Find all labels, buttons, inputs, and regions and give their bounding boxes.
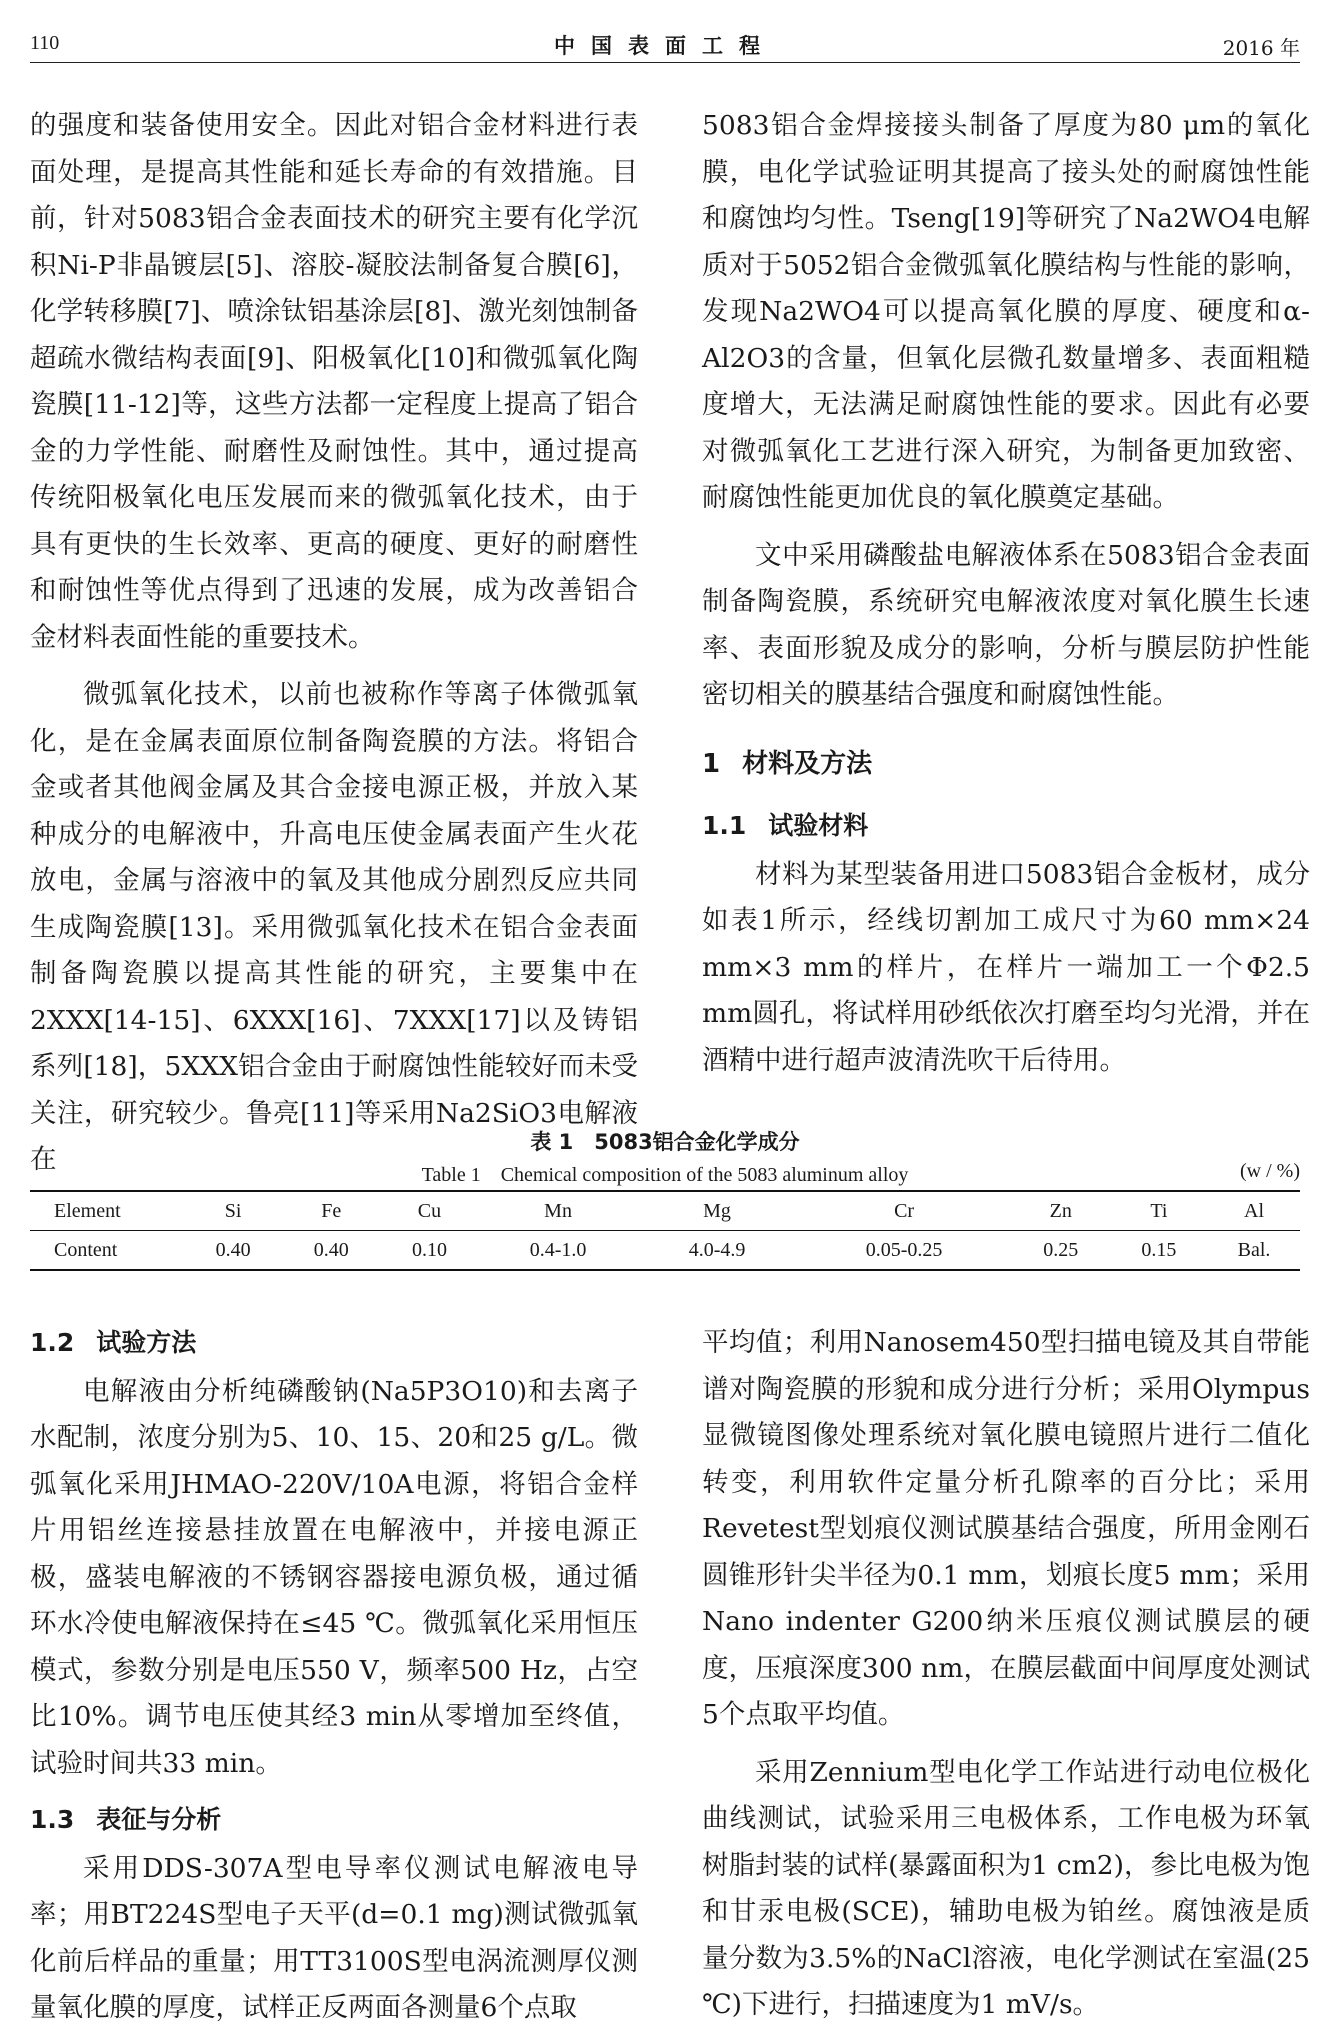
section-title: 材料及方法 [742, 748, 873, 779]
subsection-number: 1.1 [702, 811, 747, 840]
paragraph: 电解液由分析纯磷酸钠(Na5P3O10)和去离子水配制，浓度分别为5、10、15、20和25 g/L。微弧氧化采用JHMAO-220V/10A电源，将铝合金样片用铝丝连接悬挂放置在电解液中，并接电源正极，盛装电解液的不锈钢容器接电源负极，通过循环水冷使电解液保持在≤45 ℃。微弧氧化采用恒压模式，参数分别是电压550 V，频率500 Hz，占空比10%。调节电压使其经3 min从零增加至终值，试验时间共33 min。 [30, 1375, 638, 1779]
paragraph: 材料为某型装备用进口5083铝合金板材，成分如表1所示，经线切割加工成尺寸为60 mm×24 mm×3 mm的样片，在样片一端加工一个Φ2.5 mm圆孔，将试样用砂纸依次打磨至均匀光滑，并在酒精中进行超声波清洗吹干后待用。 [702, 858, 1310, 1076]
right-column-bottom [702, 1320, 1310, 2029]
journal-title: 中国表面工程 [554, 33, 776, 58]
page-number: 110 [30, 32, 60, 54]
subsection-heading [30, 1320, 638, 1367]
table-cell: 0.15 [1110, 1231, 1208, 1271]
left-column-top [30, 103, 638, 1184]
table-caption-cn: 表 1 5083铝合金化学成分 [530, 1130, 800, 1154]
subsection-title: 试验方法 [96, 1328, 197, 1357]
table-header-cell: Cu [380, 1191, 478, 1231]
paragraph: 文中采用磷酸盐电解液体系在5083铝合金表面制备陶瓷膜，系统研究电解液浓度对氧化膜生长速率、表面形貌及成分的影响，分析与膜层防护性能密切相关的膜基结合强度和耐腐蚀性能。 [702, 539, 1310, 710]
table-row [30, 1231, 1300, 1271]
table-header-cell: Si [184, 1191, 282, 1231]
table-unit: (w / %) [1240, 1160, 1300, 1182]
subsection-title: 表征与分析 [96, 1805, 222, 1834]
table-cell: 0.05-0.25 [797, 1231, 1012, 1271]
header-rule [30, 62, 1300, 63]
table-cell: 0.4-1.0 [479, 1231, 638, 1271]
paragraph: 平均值；利用Nanosem450型扫描电镜及其自带能谱对陶瓷膜的形貌和成分进行分析；采用Olympus显微镜图像处理系统对氧化膜电镜照片进行二值化转变，利用软件定量分析孔隙率的百分比；采用Revetest型划痕仪测试膜基结合强度，所用金刚石圆锥形针尖半径为0.1 mm，划痕长度5 mm；采用Nano indenter G200纳米压痕仪测试膜层的硬度，压痕深度300 nm，在膜层截面中间厚度处测试5个点取平均值。 [702, 1327, 1310, 1730]
table-header-cell: Cr [797, 1191, 1012, 1231]
table-cell: 4.0-4.9 [638, 1231, 797, 1271]
subsection-number: 1.3 [30, 1805, 75, 1834]
paragraph: 的强度和装备使用安全。因此对铝合金材料进行表面处理，是提高其性能和延长寿命的有效措施。目前，针对5083铝合金表面技术的研究主要有化学沉积Ni-P非晶镀层[5]、溶胶-凝胶法制备复合膜[6]，化学转移膜[7]、喷涂钛铝基涂层[8]、激光刻蚀制备超疏水微结构表面[9]、阳极氧化[10]和微弧氧化陶瓷膜[11-12]等，这些方法都一定程度上提高了铝合金的力学性能、耐磨性及耐蚀性。其中，通过提高传统阳极氧化电压发展而来的微弧氧化技术，由于具有更快的生长效率、更高的硬度、更好的耐磨性和耐蚀性等优点得到了迅速的发展，成为改善铝合金材料表面性能的重要技术。 [30, 110, 638, 653]
subsection-heading [702, 803, 1310, 850]
subsection-title: 试验材料 [768, 811, 869, 840]
table-header-cell: Element [30, 1191, 184, 1231]
subsection-heading [30, 1797, 638, 1844]
table-header-row [30, 1191, 1300, 1231]
table-cell: 0.40 [184, 1231, 282, 1271]
table-header-cell: Mg [638, 1191, 797, 1231]
table-header-cell: Al [1208, 1191, 1300, 1231]
paragraph: 采用Zennium型电化学工作站进行动电位极化曲线测试，试验采用三电极体系，工作电极为环氧树脂封装的试样(暴露面积为1 cm2)，参比电极为饱和甘汞电极(SCE)，辅助电极为铂丝。腐蚀液是质量分数为3.5%的NaCl溶液，电化学测试在室温(25 ℃)下进行，扫描速度为1 mV/s。 [702, 1756, 1310, 2020]
section-number: 1 [702, 748, 721, 779]
subsection-number: 1.2 [30, 1328, 75, 1357]
table-header-cell: Mn [479, 1191, 638, 1231]
running-header [30, 30, 1300, 70]
composition-table [30, 1190, 1300, 1271]
paragraph: 采用DDS-307A型电导率仪测试电解液电导率；用BT224S型电子天平(d=0.1 mg)测试微弧氧化前后样品的重量；用TT3100S型电涡流测厚仪测量氧化膜的厚度，试样正反两面各测量6个点取 [30, 1852, 638, 2023]
table-cell: Bal. [1208, 1231, 1300, 1271]
table-header-cell: Ti [1110, 1191, 1208, 1231]
table-header-cell: Fe [282, 1191, 380, 1231]
table-cell: 0.25 [1012, 1231, 1110, 1271]
table-cell: 0.40 [282, 1231, 380, 1271]
table-header-cell: Zn [1012, 1191, 1110, 1231]
paragraph: 微弧氧化技术，以前也被称作等离子体微弧氧化，是在金属表面原位制备陶瓷膜的方法。将铝合金或者其他阀金属及其合金接电源正极，并放入某种成分的电解液中，升高电压使金属表面产生火花放电，金属与溶液中的氧及其他成分剧烈反应共同生成陶瓷膜[13]。采用微弧氧化技术在铝合金表面制备陶瓷膜以提高其性能的研究，主要集中在2XXX[14-15]、6XXX[16]、7XXX[17]以及铸铝系列[18]，5XXX铝合金由于耐腐蚀性能较好而未受关注，研究较少。鲁亮[11]等采用Na2SiO3电解液在 [30, 679, 638, 1175]
paragraph: 5083铝合金焊接接头制备了厚度为80 μm的氧化膜，电化学试验证明其提高了接头处的耐腐蚀性能和腐蚀均匀性。Tseng[19]等研究了Na2WO4电解质对于5052铝合金微弧氧化膜结构与性能的影响，发现Na2WO4可以提高氧化膜的厚度、硬度和α-Al2O3的含量，但氧化层微孔数量增多、表面粗糙度增大，无法满足耐腐蚀性能的要求。因此有必要对微弧氧化工艺进行深入研究，为制备更加致密、耐腐蚀性能更加优良的氧化膜奠定基础。 [702, 110, 1310, 513]
table-caption-en: Table 1 Chemical composition of the 5083 aluminum alloy [421, 1164, 909, 1186]
section-heading [702, 741, 1310, 788]
table-cell: 0.10 [380, 1231, 478, 1271]
publication-year: 2016 年 [1222, 36, 1300, 60]
right-column-top [702, 103, 1310, 1084]
left-column-bottom [30, 1320, 638, 2032]
table-cell: Content [30, 1231, 184, 1271]
